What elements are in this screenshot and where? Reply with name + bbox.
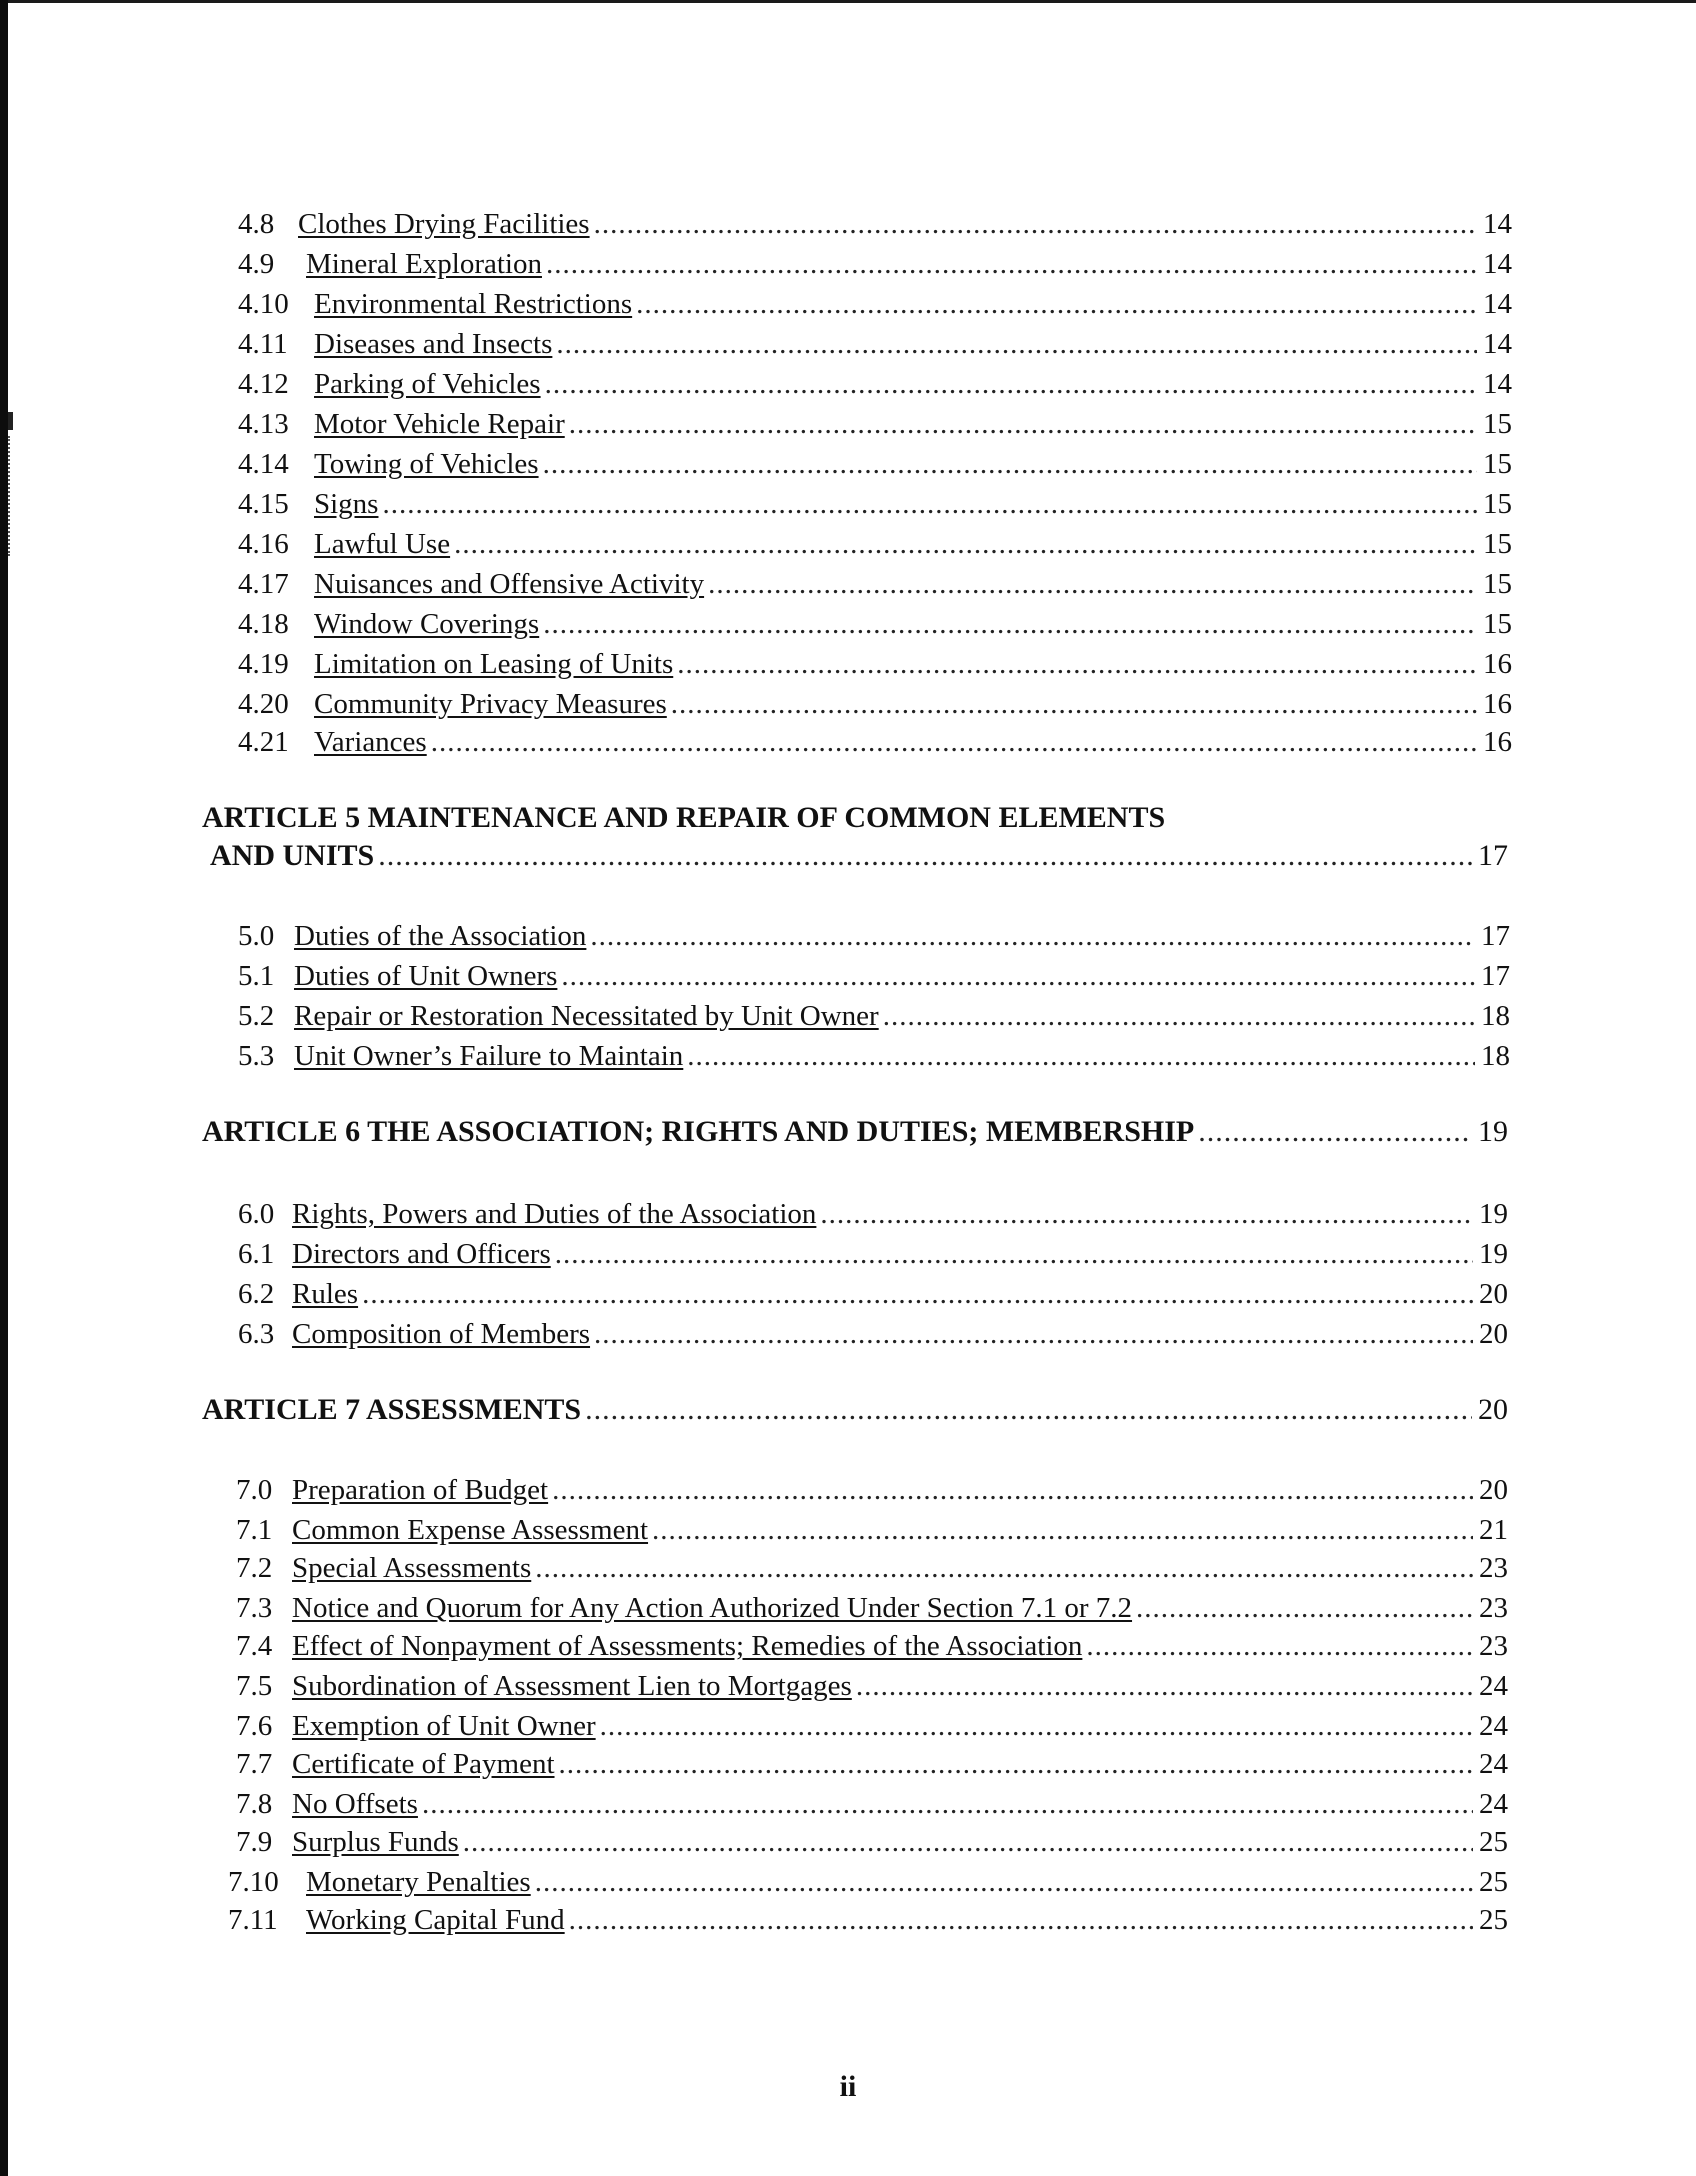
section-title[interactable]: Effect of Nonpayment of Assessments; Remedies of the Association bbox=[292, 1630, 1083, 1662]
section-title[interactable]: Mineral Exploration bbox=[306, 248, 542, 280]
dot-leader bbox=[463, 1824, 1473, 1860]
dot-leader bbox=[687, 1038, 1475, 1074]
dot-leader bbox=[545, 366, 1477, 402]
toc-entry bbox=[238, 686, 1512, 722]
toc-entry bbox=[238, 246, 1512, 282]
section-title[interactable]: Certificate of Payment bbox=[292, 1748, 555, 1780]
page-number: 18 bbox=[1481, 1000, 1510, 1032]
page-number: 20 bbox=[1479, 1318, 1508, 1350]
dot-leader bbox=[708, 566, 1477, 602]
section-title[interactable]: Subordination of Assessment Lien to Mortgages bbox=[292, 1670, 852, 1702]
section-title[interactable]: No Offsets bbox=[292, 1788, 418, 1820]
section-title[interactable]: Preparation of Budget bbox=[292, 1474, 549, 1506]
dot-leader bbox=[546, 246, 1477, 282]
section-title[interactable]: Diseases and Insects bbox=[314, 328, 553, 360]
section-title[interactable]: Motor Vehicle Repair bbox=[314, 408, 565, 440]
dot-leader bbox=[569, 406, 1477, 442]
section-number: 7.9 bbox=[236, 1826, 273, 1858]
dot-leader bbox=[1198, 1114, 1472, 1150]
dot-leader bbox=[378, 838, 1472, 874]
toc-entry bbox=[238, 958, 1510, 994]
toc-entry bbox=[236, 1512, 1508, 1548]
page-number: 24 bbox=[1479, 1788, 1508, 1820]
toc-entry bbox=[238, 1316, 1508, 1352]
toc-entry bbox=[238, 206, 1512, 242]
page-number: 16 bbox=[1483, 688, 1512, 720]
section-number: 7.0 bbox=[236, 1474, 273, 1506]
section-title[interactable]: Unit Owner’s Failure to Maintain bbox=[294, 1040, 684, 1072]
dot-leader bbox=[362, 1276, 1473, 1312]
section-title[interactable]: Parking of Vehicles bbox=[314, 368, 541, 400]
section-title[interactable]: Nuisances and Offensive Activity bbox=[314, 568, 705, 600]
toc-entry bbox=[236, 1550, 1508, 1586]
page-number: 14 bbox=[1483, 368, 1512, 400]
dot-leader bbox=[820, 1196, 1473, 1232]
section-number: 7.11 bbox=[228, 1904, 278, 1936]
page-number: 14 bbox=[1483, 328, 1512, 360]
dot-leader bbox=[677, 646, 1477, 682]
toc-entry bbox=[238, 646, 1512, 682]
page-number: 17 bbox=[1481, 960, 1510, 992]
toc-entry bbox=[236, 1708, 1508, 1744]
section-title[interactable]: Rights, Powers and Duties of the Association bbox=[292, 1198, 817, 1230]
section-number: 7.7 bbox=[236, 1748, 273, 1780]
page-number: 14 bbox=[1483, 208, 1512, 240]
section-number: 5.3 bbox=[238, 1040, 275, 1072]
section-title[interactable]: Rules bbox=[292, 1278, 359, 1310]
page-footer-number: ii bbox=[839, 2070, 857, 2103]
section-title[interactable]: Towing of Vehicles bbox=[314, 448, 539, 480]
section-title[interactable]: Variances bbox=[314, 726, 427, 758]
dot-leader bbox=[569, 1902, 1473, 1938]
section-number: 4.9 bbox=[238, 248, 275, 280]
section-number: 4.19 bbox=[238, 648, 289, 680]
toc-entry bbox=[228, 1864, 1508, 1900]
dot-leader bbox=[543, 446, 1477, 482]
section-number: 4.20 bbox=[238, 688, 289, 720]
page-number: 16 bbox=[1483, 726, 1512, 758]
section-title[interactable]: Monetary Penalties bbox=[306, 1866, 531, 1898]
section-number: 7.3 bbox=[236, 1592, 273, 1624]
page-number: 20 bbox=[1479, 1474, 1508, 1506]
section-number: 7.10 bbox=[228, 1866, 279, 1898]
toc-entry bbox=[236, 1668, 1508, 1704]
dot-leader bbox=[883, 998, 1475, 1034]
page-number: 23 bbox=[1479, 1630, 1508, 1662]
section-number: 4.12 bbox=[238, 368, 289, 400]
page-number: 17 bbox=[1481, 920, 1510, 952]
toc-entry bbox=[238, 526, 1512, 562]
toc-entry bbox=[236, 1472, 1508, 1508]
page-number: 19 bbox=[1478, 1115, 1508, 1148]
dot-leader bbox=[590, 918, 1475, 954]
toc-entry bbox=[238, 724, 1512, 760]
toc-entry bbox=[238, 1196, 1508, 1232]
section-number: 4.16 bbox=[238, 528, 289, 560]
page-number: 15 bbox=[1483, 408, 1512, 440]
section-number: 4.18 bbox=[238, 608, 289, 640]
dot-leader bbox=[552, 1472, 1473, 1508]
section-title[interactable]: Composition of Members bbox=[292, 1318, 591, 1350]
page-number: 20 bbox=[1479, 1278, 1508, 1310]
section-title[interactable]: Working Capital Fund bbox=[306, 1904, 565, 1936]
page-number: 14 bbox=[1483, 248, 1512, 280]
dot-leader bbox=[636, 286, 1477, 322]
scan-top-edge bbox=[0, 0, 1696, 3]
page-number: 25 bbox=[1479, 1826, 1508, 1858]
dot-leader bbox=[556, 326, 1477, 362]
toc-entry bbox=[238, 918, 1510, 954]
toc-entry bbox=[238, 998, 1510, 1034]
section-number: 6.3 bbox=[238, 1318, 275, 1350]
section-title[interactable]: Community Privacy Measures bbox=[314, 688, 667, 720]
toc-entry bbox=[238, 1276, 1508, 1312]
page-number: 23 bbox=[1479, 1552, 1508, 1584]
page-number: 15 bbox=[1483, 488, 1512, 520]
toc-entry bbox=[238, 406, 1512, 442]
section-number: 6.0 bbox=[238, 1198, 275, 1230]
section-number: 4.21 bbox=[238, 726, 289, 758]
article-heading bbox=[202, 1114, 1508, 1150]
scan-left-edge bbox=[0, 0, 8, 2176]
section-number: 4.15 bbox=[238, 488, 289, 520]
section-number: 7.5 bbox=[236, 1670, 273, 1702]
article-title[interactable]: ARTICLE 6 THE ASSOCIATION; RIGHTS AND DUTIES; MEMBERSHIP bbox=[202, 1115, 1195, 1148]
section-title[interactable]: Surplus Funds bbox=[292, 1826, 459, 1858]
page-number: 24 bbox=[1479, 1710, 1508, 1742]
page-number: 24 bbox=[1479, 1748, 1508, 1780]
section-number: 7.6 bbox=[236, 1710, 273, 1742]
dot-leader bbox=[585, 1392, 1472, 1428]
page-number: 24 bbox=[1479, 1670, 1508, 1702]
dot-leader bbox=[652, 1512, 1473, 1548]
page-number: 15 bbox=[1483, 568, 1512, 600]
section-number: 4.13 bbox=[238, 408, 289, 440]
dot-leader bbox=[431, 724, 1477, 760]
section-number: 6.2 bbox=[238, 1278, 275, 1310]
section-title[interactable]: Clothes Drying Facilities bbox=[298, 208, 590, 240]
page-number: 15 bbox=[1483, 448, 1512, 480]
section-number: 7.8 bbox=[236, 1788, 273, 1820]
dot-leader bbox=[561, 958, 1475, 994]
dot-leader bbox=[543, 606, 1477, 642]
toc-entry bbox=[238, 606, 1512, 642]
toc-entry bbox=[238, 366, 1512, 402]
section-number: 5.0 bbox=[238, 920, 275, 952]
section-title[interactable]: Duties of the Association bbox=[294, 920, 587, 952]
toc-entry bbox=[238, 566, 1512, 602]
page-number: 19 bbox=[1479, 1198, 1508, 1230]
toc-entry bbox=[228, 1902, 1508, 1938]
section-title[interactable]: Directors and Officers bbox=[292, 1238, 551, 1270]
dot-leader bbox=[600, 1708, 1473, 1744]
section-title[interactable]: Window Coverings bbox=[314, 608, 540, 640]
page-number: 19 bbox=[1479, 1238, 1508, 1270]
toc-entry bbox=[236, 1590, 1508, 1626]
article-title[interactable]: ARTICLE 7 ASSESSMENTS bbox=[202, 1393, 582, 1426]
page-number: 15 bbox=[1483, 608, 1512, 640]
section-number: 7.1 bbox=[236, 1514, 273, 1546]
section-number: 7.4 bbox=[236, 1630, 273, 1662]
dot-leader bbox=[594, 206, 1477, 242]
scan-mark bbox=[8, 412, 13, 430]
article-heading-line2: AND UNITS bbox=[210, 839, 375, 872]
page-number: 25 bbox=[1479, 1904, 1508, 1936]
dot-leader bbox=[1136, 1590, 1473, 1626]
dot-leader bbox=[671, 686, 1477, 722]
page-number: 20 bbox=[1478, 1393, 1508, 1426]
toc-entry bbox=[238, 1236, 1508, 1272]
section-number: 5.2 bbox=[238, 1000, 275, 1032]
toc-entry bbox=[236, 1628, 1508, 1664]
section-title[interactable]: Exemption of Unit Owner bbox=[292, 1710, 596, 1742]
article-heading: ARTICLE 5 MAINTENANCE AND REPAIR OF COMMON ELEMENTS bbox=[202, 801, 1166, 834]
toc-entry bbox=[238, 326, 1512, 362]
section-number: 4.14 bbox=[238, 448, 289, 480]
section-title[interactable]: Signs bbox=[314, 488, 379, 520]
page-number: 18 bbox=[1481, 1040, 1510, 1072]
section-title[interactable]: Common Expense Assessment bbox=[292, 1514, 649, 1546]
dot-leader bbox=[535, 1864, 1473, 1900]
section-number: 5.1 bbox=[238, 960, 275, 992]
page-number: 25 bbox=[1479, 1866, 1508, 1898]
page-number: 21 bbox=[1479, 1514, 1508, 1546]
section-number: 4.17 bbox=[238, 568, 289, 600]
dot-leader bbox=[422, 1786, 1473, 1822]
section-number: 4.8 bbox=[238, 208, 275, 240]
toc-entry bbox=[238, 486, 1512, 522]
toc-entry bbox=[236, 1824, 1508, 1860]
section-number: 7.2 bbox=[236, 1552, 273, 1584]
page-number: 14 bbox=[1483, 288, 1512, 320]
section-title[interactable]: Special Assessments bbox=[292, 1552, 532, 1584]
article-heading-continued bbox=[210, 838, 1508, 874]
toc-entry bbox=[236, 1786, 1508, 1822]
section-title[interactable]: Lawful Use bbox=[314, 528, 451, 560]
dot-leader bbox=[535, 1550, 1473, 1586]
dot-leader bbox=[856, 1668, 1473, 1704]
toc-entry bbox=[238, 446, 1512, 482]
page-number: 17 bbox=[1478, 839, 1508, 872]
section-title[interactable]: Limitation on Leasing of Units bbox=[314, 648, 674, 680]
page-number: 23 bbox=[1479, 1592, 1508, 1624]
page-number: 15 bbox=[1483, 528, 1512, 560]
article-heading bbox=[202, 1392, 1508, 1428]
section-title[interactable]: Environmental Restrictions bbox=[314, 288, 633, 320]
dot-leader bbox=[454, 526, 1477, 562]
dot-leader bbox=[1086, 1628, 1473, 1664]
section-title[interactable]: Notice and Quorum for Any Action Authorized Under Section 7.1 or 7.2 bbox=[292, 1592, 1133, 1624]
section-title[interactable]: Repair or Restoration Necessitated by Unit Owner bbox=[294, 1000, 879, 1032]
toc-entry bbox=[238, 1038, 1510, 1074]
dot-leader bbox=[382, 486, 1477, 522]
page-number: 16 bbox=[1483, 648, 1512, 680]
section-number: 6.1 bbox=[238, 1238, 275, 1270]
dot-leader bbox=[594, 1316, 1473, 1352]
toc-entry bbox=[238, 286, 1512, 322]
scan-mark bbox=[8, 436, 12, 556]
toc-entry bbox=[236, 1746, 1508, 1782]
dot-leader bbox=[555, 1236, 1473, 1272]
section-number: 4.10 bbox=[238, 288, 289, 320]
section-title[interactable]: Duties of Unit Owners bbox=[294, 960, 558, 992]
dot-leader bbox=[559, 1746, 1473, 1782]
section-number: 4.11 bbox=[238, 328, 288, 360]
